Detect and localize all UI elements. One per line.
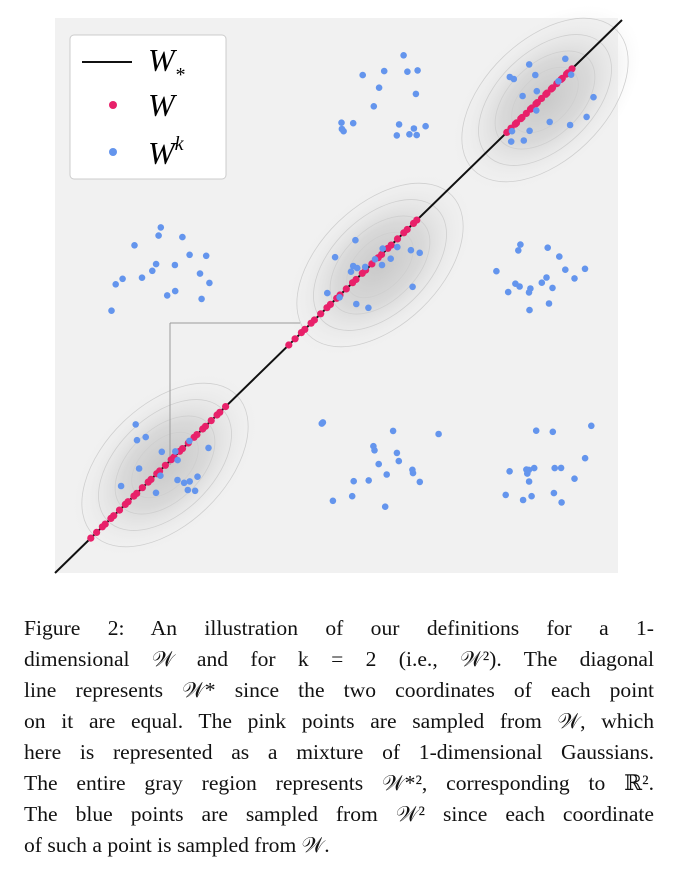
blue-point <box>550 429 557 436</box>
blue-point <box>567 122 574 129</box>
caption-line-1: Figure 2: An illustration of our definitions for a 1- <box>24 616 654 640</box>
blue-point <box>112 281 119 288</box>
blue-point <box>556 253 563 260</box>
pink-point <box>327 301 334 308</box>
pink-point <box>147 476 154 483</box>
blue-point <box>526 128 533 135</box>
blue-point <box>533 107 540 114</box>
blue-point <box>352 237 359 244</box>
blue-point <box>131 242 138 249</box>
pink-point <box>413 217 420 224</box>
blue-point <box>174 477 181 484</box>
blue-point <box>523 466 530 473</box>
pink-point <box>216 409 223 416</box>
blue-point <box>330 498 337 505</box>
blue-point <box>371 103 378 110</box>
blue-point <box>383 471 390 478</box>
blue-point <box>194 473 201 480</box>
blue-point <box>139 274 146 281</box>
blue-point <box>413 91 420 98</box>
blue-point <box>198 296 205 303</box>
blue-point <box>408 247 415 254</box>
blue-point <box>582 266 589 273</box>
blue-point <box>582 455 589 462</box>
blue-point <box>543 274 550 281</box>
blue-point <box>551 465 558 472</box>
blue-point <box>546 300 553 307</box>
blue-point <box>350 478 357 485</box>
pink-point <box>202 423 209 430</box>
blue-point <box>588 423 595 430</box>
pink-point <box>311 316 318 323</box>
blue-point <box>164 292 171 299</box>
legend-label-w-star: $W_*$ <box>148 42 185 86</box>
blue-point <box>396 121 403 128</box>
blue-point <box>562 266 569 273</box>
legend-pink-swatch <box>109 101 117 109</box>
blue-point <box>353 301 360 308</box>
blue-point <box>551 490 558 497</box>
blue-point <box>149 268 156 275</box>
blue-point <box>338 119 345 126</box>
pink-point <box>343 285 350 292</box>
blue-point <box>526 307 533 314</box>
legend <box>70 35 226 179</box>
blue-point <box>502 492 509 499</box>
blue-point <box>534 88 541 95</box>
blue-point <box>509 128 516 135</box>
pink-point <box>292 335 299 342</box>
blue-point <box>413 132 420 139</box>
blue-point <box>348 268 355 275</box>
blue-point <box>528 493 535 500</box>
blue-point <box>186 252 193 259</box>
blue-point <box>400 52 407 59</box>
blue-point <box>583 114 590 121</box>
blue-point <box>416 250 423 257</box>
blue-point <box>394 244 401 251</box>
blue-point <box>132 421 139 428</box>
blue-point <box>394 132 401 139</box>
blue-point <box>422 123 429 130</box>
legend-label-w: W <box>148 87 175 123</box>
blue-point <box>571 475 578 482</box>
caption-line-2: dimensional 𝒲 and for k = 2 (i.e., 𝒲²). The diagonal <box>24 647 654 671</box>
blue-point <box>546 119 553 126</box>
blue-point <box>365 477 372 484</box>
blue-point <box>406 131 413 138</box>
blue-point <box>410 470 417 477</box>
blue-point <box>558 499 565 506</box>
pink-point <box>388 242 395 249</box>
blue-point <box>172 262 179 269</box>
blue-point <box>332 254 339 261</box>
blue-point <box>203 253 210 260</box>
blue-point <box>568 71 575 78</box>
blue-point <box>571 275 578 282</box>
blue-point <box>136 465 143 472</box>
blue-point <box>505 289 512 296</box>
blue-point <box>493 268 500 275</box>
legend-blue-swatch <box>109 148 117 156</box>
blue-point <box>336 294 343 301</box>
blue-point <box>512 280 519 287</box>
blue-point <box>157 472 164 479</box>
pink-point <box>133 490 140 497</box>
blue-point <box>526 61 533 68</box>
blue-point <box>435 431 442 438</box>
blue-point <box>349 493 356 500</box>
pink-point <box>285 341 292 348</box>
blue-point <box>555 78 562 85</box>
blue-point <box>186 438 193 445</box>
caption-line-5: here is represented as a mixture of 1-dimensional Gaussians. <box>24 740 654 764</box>
blue-point <box>359 72 366 79</box>
blue-point <box>108 307 115 314</box>
blue-point <box>526 289 533 296</box>
blue-point <box>379 262 386 269</box>
pink-point <box>301 326 308 333</box>
blue-point <box>158 224 165 231</box>
blue-point <box>179 234 186 241</box>
pink-point <box>394 235 401 242</box>
blue-point <box>153 490 160 497</box>
blue-point <box>181 480 188 487</box>
pink-point <box>139 484 146 491</box>
blue-point <box>319 420 326 427</box>
pink-point <box>162 462 169 469</box>
legend-label-w-k: $W^k$ <box>148 133 184 171</box>
pink-point <box>222 403 229 410</box>
blue-point <box>387 255 394 262</box>
pink-point <box>102 521 109 528</box>
caption-line-7: The blue points are sampled from 𝒲² since each coordinate <box>24 802 654 826</box>
blue-point <box>354 265 361 272</box>
blue-point <box>414 67 421 74</box>
pink-point <box>87 535 94 542</box>
blue-point <box>185 487 192 494</box>
blue-point <box>365 305 372 312</box>
blue-point <box>172 448 179 455</box>
blue-point <box>362 264 369 271</box>
blue-point <box>155 232 162 239</box>
blue-point <box>197 270 204 277</box>
blue-point <box>520 497 527 504</box>
blue-point <box>396 458 403 465</box>
caption-line-6: The entire gray region represents 𝒲*², corresponding to ℝ². <box>24 771 654 795</box>
blue-point <box>526 478 533 485</box>
pink-point <box>110 512 117 519</box>
pink-point <box>125 498 132 505</box>
blue-point <box>119 276 126 283</box>
blue-point <box>533 427 540 434</box>
caption-line-3: line represents 𝒲* since the two coordinates of each point <box>24 678 654 702</box>
blue-point <box>390 428 397 435</box>
blue-point <box>379 245 386 252</box>
blue-point <box>409 284 416 291</box>
blue-point <box>142 434 149 441</box>
blue-point <box>558 465 565 472</box>
blue-point <box>174 457 181 464</box>
caption-line-4: on it are equal. The pink points are sampled from 𝒲, which <box>24 709 654 733</box>
blue-point <box>376 84 383 91</box>
blue-point <box>205 445 212 452</box>
pink-point <box>404 226 411 233</box>
blue-point <box>153 261 160 268</box>
blue-point <box>350 120 357 127</box>
caption-line-8: of such a point is sampled from 𝒲. <box>24 833 330 857</box>
blue-point <box>539 279 546 286</box>
pink-point <box>378 251 385 258</box>
blue-point <box>206 280 213 287</box>
blue-point <box>544 244 551 251</box>
pink-point <box>568 65 575 72</box>
blue-point <box>192 488 199 495</box>
blue-point <box>339 126 346 133</box>
figure-caption <box>24 613 654 861</box>
blue-point <box>549 285 556 292</box>
pink-point <box>93 529 100 536</box>
blue-point <box>404 68 411 75</box>
blue-point <box>511 76 518 83</box>
pink-point <box>208 417 215 424</box>
blue-point <box>134 437 141 444</box>
blue-point <box>521 137 528 144</box>
pink-point <box>193 431 200 438</box>
blue-point <box>411 125 418 132</box>
blue-point <box>375 461 382 468</box>
blue-point <box>590 94 597 101</box>
blue-point <box>382 503 389 510</box>
pink-point <box>179 445 186 452</box>
blue-point <box>515 247 522 254</box>
blue-point <box>186 478 193 485</box>
blue-point <box>372 256 379 263</box>
blue-point <box>417 479 424 486</box>
blue-point <box>519 93 526 100</box>
blue-point <box>562 56 569 63</box>
blue-point <box>532 72 539 79</box>
pink-point <box>352 276 359 283</box>
blue-point <box>371 447 378 454</box>
blue-point <box>172 288 179 295</box>
pink-point <box>317 310 324 317</box>
blue-point <box>159 449 166 456</box>
blue-point <box>324 290 331 297</box>
blue-point <box>506 468 513 475</box>
blue-point <box>517 241 524 248</box>
blue-point <box>118 483 125 490</box>
blue-point <box>381 68 388 75</box>
blue-point <box>508 138 515 145</box>
pink-point <box>116 507 123 514</box>
blue-point <box>394 450 401 457</box>
